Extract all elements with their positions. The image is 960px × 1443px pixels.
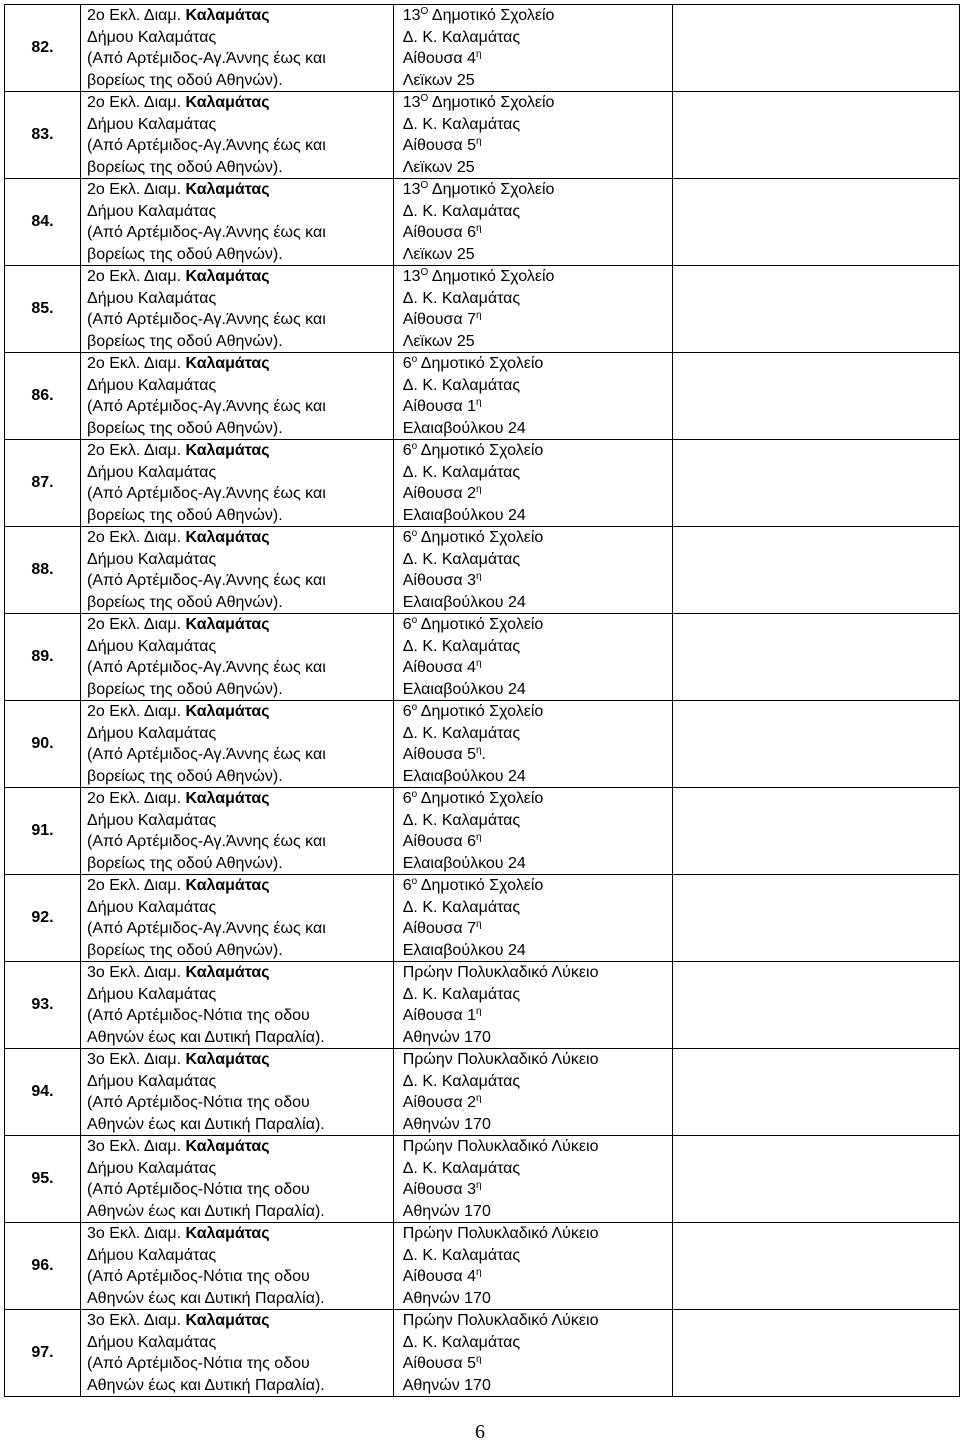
community-name: Δ. Κ. Καλαμάτας: [402, 1072, 521, 1090]
table-row: [5, 527, 960, 614]
district-name: 3ο Εκλ. Διαμ.: [87, 1138, 182, 1155]
table-row: [5, 875, 960, 962]
district-cell: [81, 701, 394, 788]
row-number: 87.: [5, 440, 81, 527]
row-number: 86.: [5, 353, 81, 440]
school-name: Πρώην Πολυκλαδικό Λύκειο: [402, 1225, 599, 1242]
table-row: [5, 1310, 960, 1397]
location-cell: [393, 266, 673, 353]
community-name: Δ. Κ. Καλαμάτας: [402, 115, 521, 133]
table-row: [5, 788, 960, 875]
location-cell: [393, 440, 673, 527]
district-boundary-2: Αθηνών έως και Δυτική Παραλία).: [87, 1115, 325, 1133]
district-name: 3ο Εκλ. Διαμ.: [87, 1225, 182, 1242]
location-cell: [393, 92, 673, 179]
district-name: 3ο Εκλ. Διαμ.: [87, 1312, 182, 1329]
district-city: Καλαμάτας: [185, 877, 270, 894]
district-line-1: [87, 92, 393, 114]
table-row: [5, 614, 960, 701]
table-row: [5, 353, 960, 440]
location-cell: [393, 701, 673, 788]
district-name: 2ο Εκλ. Διαμ.: [87, 442, 182, 459]
street-address: Ελαιαβούλκου 24: [402, 767, 526, 785]
community-name: Δ. Κ. Καλαμάτας: [402, 637, 521, 655]
empty-cell: [673, 614, 960, 701]
district-municipality: Δήμου Καλαμάτας: [87, 1246, 217, 1264]
room-label: Αίθουσα $1^\eta$: [402, 397, 482, 415]
row-number: 82.: [5, 5, 81, 92]
location-cell: [393, 527, 673, 614]
district-boundary-2: βορείως της οδού Αθηνών).: [87, 158, 283, 176]
district-name: 3ο Εκλ. Διαμ.: [87, 1051, 182, 1068]
district-municipality: Δήμου Καλαμάτας: [87, 985, 217, 1003]
school-name: Πρώην Πολυκλαδικό Λύκειο: [402, 1138, 599, 1155]
district-line-1: [87, 179, 393, 201]
table-row: [5, 1223, 960, 1310]
street-address: Λεϊκων 25: [402, 332, 475, 350]
district-municipality: Δήμου Καλαμάτας: [87, 202, 217, 220]
table-row: [5, 5, 960, 92]
location-cell: [393, 614, 673, 701]
location-cell: [393, 962, 673, 1049]
room-label: Αίθουσα $5^\eta$.: [402, 745, 486, 763]
district-municipality: Δήμου Καλαμάτας: [87, 463, 217, 481]
district-cell: [81, 527, 394, 614]
district-cell: [81, 962, 394, 1049]
street-address: Ελαιαβούλκου 24: [402, 506, 526, 524]
empty-cell: [673, 788, 960, 875]
street-address: Λεϊκων 25: [402, 71, 475, 89]
district-boundary-2: βορείως της οδού Αθηνών).: [87, 419, 283, 437]
row-number: 89.: [5, 614, 81, 701]
district-line-1: [87, 788, 393, 810]
district-boundary-2: Αθηνών έως και Δυτική Παραλία).: [87, 1202, 325, 1220]
district-line-1: [87, 266, 393, 288]
room-label: Αίθουσα $6^\eta$: [402, 832, 482, 850]
district-cell: [81, 1136, 394, 1223]
district-city: Καλαμάτας: [185, 268, 270, 285]
room-label: Αίθουσα $2^\eta$: [402, 1093, 482, 1111]
table-row: [5, 1049, 960, 1136]
row-number: 88.: [5, 527, 81, 614]
district-boundary-2: βορείως της οδού Αθηνών).: [87, 854, 283, 872]
district-boundary-1: (Από Αρτέμιδος-Αγ.Άννης έως και: [87, 920, 326, 937]
district-boundary-2: βορείως της οδού Αθηνών).: [87, 245, 283, 263]
room-label: Αίθουσα $4^\eta$: [402, 49, 482, 67]
district-municipality: Δήμου Καλαμάτας: [87, 1159, 217, 1177]
street-address: Αθηνών 170: [402, 1202, 491, 1220]
district-cell: [81, 1049, 394, 1136]
district-boundary-2: βορείως της οδού Αθηνών).: [87, 680, 283, 698]
district-boundary-1: (Από Αρτέμιδος-Νότια της οδου: [87, 1094, 310, 1111]
school-name: $13^O$ Δημοτικό Σχολείο: [402, 267, 555, 285]
district-city: Καλαμάτας: [185, 964, 270, 981]
district-city: Καλαμάτας: [185, 94, 270, 111]
polling-stations-table: [4, 4, 960, 1397]
page-number: 6: [475, 1421, 485, 1443]
empty-cell: [673, 353, 960, 440]
community-name: Δ. Κ. Καλαμάτας: [402, 985, 521, 1003]
street-address: Ελαιαβούλκου 24: [402, 854, 526, 872]
table-row: [5, 701, 960, 788]
district-cell: [81, 614, 394, 701]
district-municipality: Δήμου Καλαμάτας: [87, 376, 217, 394]
district-name: 2ο Εκλ. Διαμ.: [87, 790, 182, 807]
location-cell: [393, 1223, 673, 1310]
district-line-1: [87, 1049, 393, 1071]
row-number: 92.: [5, 875, 81, 962]
district-line-1: [87, 1136, 393, 1158]
table-row: [5, 179, 960, 266]
school-name: $6^o$ Δημοτικό Σχολείο: [402, 528, 544, 546]
location-cell: [393, 1310, 673, 1397]
location-cell: [393, 788, 673, 875]
district-boundary-2: βορείως της οδού Αθηνών).: [87, 593, 283, 611]
location-cell: [393, 179, 673, 266]
district-city: Καλαμάτας: [185, 7, 270, 24]
district-cell: [81, 1310, 394, 1397]
room-label: Αίθουσα $5^\eta$: [402, 1354, 482, 1372]
street-address: Αθηνών 170: [402, 1376, 491, 1394]
district-boundary-1: (Από Αρτέμιδος-Νότια της οδου: [87, 1268, 310, 1285]
school-name: $13^O$ Δημοτικό Σχολείο: [402, 180, 555, 198]
district-boundary-1: (Από Αρτέμιδος-Αγ.Άννης έως και: [87, 485, 326, 502]
district-boundary-2: Αθηνών έως και Δυτική Παραλία).: [87, 1289, 325, 1307]
district-city: Καλαμάτας: [185, 1138, 270, 1155]
location-cell: [393, 353, 673, 440]
district-boundary-1: (Από Αρτέμιδος-Νότια της οδου: [87, 1181, 310, 1198]
district-line-1: [87, 701, 393, 723]
district-line-1: [87, 527, 393, 549]
school-name: Πρώην Πολυκλαδικό Λύκειο: [402, 964, 599, 981]
row-number: 84.: [5, 179, 81, 266]
district-city: Καλαμάτας: [185, 1225, 270, 1242]
community-name: Δ. Κ. Καλαμάτας: [402, 550, 521, 568]
school-name: Πρώην Πολυκλαδικό Λύκειο: [402, 1051, 599, 1068]
school-name: $6^o$ Δημοτικό Σχολείο: [402, 702, 544, 720]
district-name: 2ο Εκλ. Διαμ.: [87, 355, 182, 372]
district-cell: [81, 353, 394, 440]
location-cell: [393, 875, 673, 962]
district-cell: [81, 788, 394, 875]
school-name: $13^O$ Δημοτικό Σχολείο: [402, 93, 555, 111]
district-line-1: [87, 440, 393, 462]
district-cell: [81, 440, 394, 527]
room-label: Αίθουσα $7^\eta$: [402, 310, 482, 328]
district-city: Καλαμάτας: [185, 616, 270, 633]
street-address: Ελαιαβούλκου 24: [402, 680, 526, 698]
school-name: Πρώην Πολυκλαδικό Λύκειο: [402, 1312, 599, 1329]
district-municipality: Δήμου Καλαμάτας: [87, 28, 217, 46]
empty-cell: [673, 5, 960, 92]
empty-cell: [673, 1223, 960, 1310]
district-line-1: [87, 1223, 393, 1245]
table-body: [5, 5, 960, 1397]
empty-cell: [673, 701, 960, 788]
district-boundary-1: (Από Αρτέμιδος-Αγ.Άννης έως και: [87, 833, 326, 850]
room-label: Αίθουσα $4^\eta$: [402, 1267, 482, 1285]
row-number: 96.: [5, 1223, 81, 1310]
district-line-1: [87, 353, 393, 375]
school-name: $6^o$ Δημοτικό Σχολείο: [402, 876, 544, 894]
room-label: Αίθουσα $7^\eta$: [402, 919, 482, 937]
empty-cell: [673, 875, 960, 962]
district-line-1: [87, 1310, 393, 1332]
empty-cell: [673, 962, 960, 1049]
district-name: 2ο Εκλ. Διαμ.: [87, 7, 182, 24]
district-cell: [81, 5, 394, 92]
district-name: 2ο Εκλ. Διαμ.: [87, 94, 182, 111]
district-line-1: [87, 962, 393, 984]
empty-cell: [673, 527, 960, 614]
district-municipality: Δήμου Καλαμάτας: [87, 637, 217, 655]
community-name: Δ. Κ. Καλαμάτας: [402, 289, 521, 307]
empty-cell: [673, 1310, 960, 1397]
street-address: Ελαιαβούλκου 24: [402, 593, 526, 611]
row-number: 90.: [5, 701, 81, 788]
empty-cell: [673, 266, 960, 353]
district-city: Καλαμάτας: [185, 703, 270, 720]
row-number: 95.: [5, 1136, 81, 1223]
table-row: [5, 440, 960, 527]
district-boundary-2: βορείως της οδού Αθηνών).: [87, 71, 283, 89]
district-boundary-2: Αθηνών έως και Δυτική Παραλία).: [87, 1376, 325, 1394]
district-municipality: Δήμου Καλαμάτας: [87, 1333, 217, 1351]
district-municipality: Δήμου Καλαμάτας: [87, 1072, 217, 1090]
empty-cell: [673, 440, 960, 527]
district-city: Καλαμάτας: [185, 355, 270, 372]
table-row: [5, 266, 960, 353]
district-municipality: Δήμου Καλαμάτας: [87, 550, 217, 568]
table-row: [5, 92, 960, 179]
district-city: Καλαμάτας: [185, 529, 270, 546]
district-name: 2ο Εκλ. Διαμ.: [87, 268, 182, 285]
district-cell: [81, 92, 394, 179]
district-cell: [81, 266, 394, 353]
district-cell: [81, 179, 394, 266]
location-cell: [393, 5, 673, 92]
street-address: Αθηνών 170: [402, 1289, 491, 1307]
community-name: Δ. Κ. Καλαμάτας: [402, 811, 521, 829]
district-municipality: Δήμου Καλαμάτας: [87, 724, 217, 742]
room-label: Αίθουσα $3^\eta$: [402, 571, 482, 589]
district-line-1: [87, 875, 393, 897]
district-boundary-1: (Από Αρτέμιδος-Αγ.Άννης έως και: [87, 50, 326, 67]
district-boundary-2: βορείως της οδού Αθηνών).: [87, 506, 283, 524]
street-address: Αθηνών 170: [402, 1115, 491, 1133]
school-name: $6^o$ Δημοτικό Σχολείο: [402, 441, 544, 459]
district-municipality: Δήμου Καλαμάτας: [87, 898, 217, 916]
district-city: Καλαμάτας: [185, 1051, 270, 1068]
community-name: Δ. Κ. Καλαμάτας: [402, 463, 521, 481]
community-name: Δ. Κ. Καλαμάτας: [402, 898, 521, 916]
school-name: $6^o$ Δημοτικό Σχολείο: [402, 789, 544, 807]
district-city: Καλαμάτας: [185, 790, 270, 807]
district-boundary-1: (Από Αρτέμιδος-Αγ.Άννης έως και: [87, 659, 326, 676]
district-boundary-2: βορείως της οδού Αθηνών).: [87, 941, 283, 959]
community-name: Δ. Κ. Καλαμάτας: [402, 1246, 521, 1264]
row-number: 97.: [5, 1310, 81, 1397]
district-boundary-1: (Από Αρτέμιδος-Αγ.Άννης έως και: [87, 398, 326, 415]
room-label: Αίθουσα $6^\eta$: [402, 223, 482, 241]
district-boundary-2: βορείως της οδού Αθηνών).: [87, 332, 283, 350]
empty-cell: [673, 1136, 960, 1223]
row-number: 85.: [5, 266, 81, 353]
district-boundary-1: (Από Αρτέμιδος-Αγ.Άννης έως και: [87, 224, 326, 241]
community-name: Δ. Κ. Καλαμάτας: [402, 1159, 521, 1177]
district-municipality: Δήμου Καλαμάτας: [87, 289, 217, 307]
district-boundary-1: (Από Αρτέμιδος-Αγ.Άννης έως και: [87, 572, 326, 589]
row-number: 93.: [5, 962, 81, 1049]
district-name: 2ο Εκλ. Διαμ.: [87, 616, 182, 633]
street-address: Ελαιαβούλκου 24: [402, 419, 526, 437]
district-name: 3ο Εκλ. Διαμ.: [87, 964, 182, 981]
district-city: Καλαμάτας: [185, 442, 270, 459]
community-name: Δ. Κ. Καλαμάτας: [402, 28, 521, 46]
community-name: Δ. Κ. Καλαμάτας: [402, 376, 521, 394]
location-cell: [393, 1136, 673, 1223]
district-boundary-1: (Από Αρτέμιδος-Νότια της οδου: [87, 1355, 310, 1372]
district-boundary-1: (Από Αρτέμιδος-Αγ.Άννης έως και: [87, 746, 326, 763]
district-name: 2ο Εκλ. Διαμ.: [87, 703, 182, 720]
district-boundary-2: βορείως της οδού Αθηνών).: [87, 767, 283, 785]
row-number: 94.: [5, 1049, 81, 1136]
district-cell: [81, 875, 394, 962]
district-municipality: Δήμου Καλαμάτας: [87, 811, 217, 829]
row-number: 91.: [5, 788, 81, 875]
district-name: 2ο Εκλ. Διαμ.: [87, 877, 182, 894]
district-boundary-2: Αθηνών έως και Δυτική Παραλία).: [87, 1028, 325, 1046]
district-municipality: Δήμου Καλαμάτας: [87, 115, 217, 133]
district-line-1: [87, 614, 393, 636]
district-boundary-1: (Από Αρτέμιδος-Αγ.Άννης έως και: [87, 137, 326, 154]
empty-cell: [673, 179, 960, 266]
room-label: Αίθουσα $1^\eta$: [402, 1006, 482, 1024]
district-line-1: [87, 5, 393, 27]
empty-cell: [673, 1049, 960, 1136]
community-name: Δ. Κ. Καλαμάτας: [402, 202, 521, 220]
district-boundary-1: (Από Αρτέμιδος-Νότια της οδου: [87, 1007, 310, 1024]
district-city: Καλαμάτας: [185, 181, 270, 198]
school-name: $13^O$ Δημοτικό Σχολείο: [402, 6, 555, 24]
district-name: 2ο Εκλ. Διαμ.: [87, 181, 182, 198]
district-city: Καλαμάτας: [185, 1312, 270, 1329]
school-name: $6^o$ Δημοτικό Σχολείο: [402, 354, 544, 372]
room-label: Αίθουσα $5^\eta$: [402, 136, 482, 154]
location-cell: [393, 1049, 673, 1136]
community-name: Δ. Κ. Καλαμάτας: [402, 1333, 521, 1351]
district-boundary-1: (Από Αρτέμιδος-Αγ.Άννης έως και: [87, 311, 326, 328]
table-row: [5, 962, 960, 1049]
room-label: Αίθουσα $3^\eta$: [402, 1180, 482, 1198]
room-label: Αίθουσα $2^\eta$: [402, 484, 482, 502]
district-name: 2ο Εκλ. Διαμ.: [87, 529, 182, 546]
table-row: [5, 1136, 960, 1223]
row-number: 83.: [5, 92, 81, 179]
street-address: Αθηνών 170: [402, 1028, 491, 1046]
empty-cell: [673, 92, 960, 179]
school-name: $6^o$ Δημοτικό Σχολείο: [402, 615, 544, 633]
room-label: Αίθουσα $4^\eta$: [402, 658, 482, 676]
street-address: Λεϊκων 25: [402, 245, 475, 263]
community-name: Δ. Κ. Καλαμάτας: [402, 724, 521, 742]
district-cell: [81, 1223, 394, 1310]
street-address: Λεϊκων 25: [402, 158, 475, 176]
street-address: Ελαιαβούλκου 24: [402, 941, 526, 959]
